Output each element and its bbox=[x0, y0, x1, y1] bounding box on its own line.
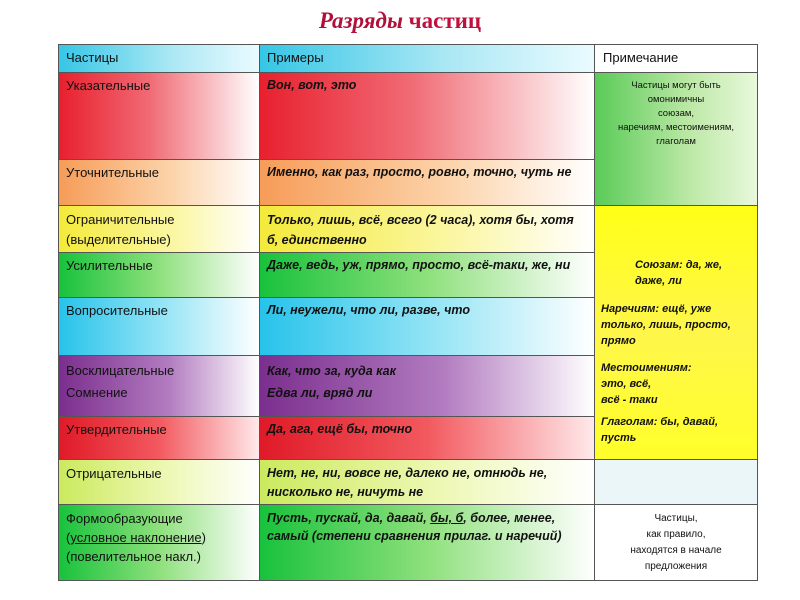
row-name-doubt-label: Сомнение bbox=[66, 385, 128, 400]
paren-open: ( bbox=[66, 530, 71, 545]
row-examples-demonstrative: Вон, вот, это bbox=[259, 72, 595, 160]
row-name-exclamatory-label: Восклицательные bbox=[66, 363, 175, 378]
note-rule-line: предложения bbox=[644, 561, 708, 572]
note-empty bbox=[594, 459, 758, 505]
page-title bbox=[0, 8, 800, 34]
imperative-mood-label: (повелительное накл.) bbox=[66, 549, 201, 564]
conditional-mood-label: условное наклонение bbox=[70, 530, 202, 545]
note-homonyms-line: Частицы могут быть bbox=[631, 80, 721, 91]
note-homonym-types bbox=[594, 205, 758, 460]
particles-table bbox=[58, 44, 758, 581]
row-examples-affirmative: Да, ага, ещё бы, точно bbox=[259, 416, 595, 460]
formative-examples-underlined: бы, б bbox=[430, 511, 464, 525]
note-pron-line: это, всё, bbox=[601, 378, 652, 390]
note-homonyms-line: наречиям, местоимениям, bbox=[617, 122, 735, 133]
row-examples-clarifying: Именно, как раз, просто, ровно, точно, чуть не bbox=[259, 159, 595, 206]
row-name-interrogative: Вопросительные bbox=[58, 297, 260, 356]
row-examples-exclamatory bbox=[259, 355, 595, 417]
row-examples-formative bbox=[259, 504, 595, 581]
note-rule-line: находятся в начале bbox=[630, 545, 722, 556]
title-part2: частиц bbox=[408, 8, 482, 33]
note-rule-line: Частицы, bbox=[654, 513, 698, 524]
row-name-demonstrative: Указательные bbox=[58, 72, 260, 160]
note-position-rule bbox=[594, 504, 758, 581]
row-examples-negative: Нет, не, ни, вовсе не, далеко не, отнюдь не, нисколько не, ничуть не bbox=[259, 459, 595, 505]
row-name-restrictive: Ограничительные (выделительные) bbox=[58, 205, 260, 253]
title-part1: Разряды bbox=[318, 8, 403, 33]
row-name-exclamatory bbox=[58, 355, 260, 417]
header-note: Примечание bbox=[594, 44, 758, 73]
note-rule-line: как правило, bbox=[646, 529, 706, 540]
note-pron-line: всё - таки bbox=[601, 394, 658, 406]
row-name-conditional bbox=[66, 528, 252, 547]
paren-close: ) bbox=[201, 530, 206, 545]
formative-examples-part: , более, менее, самый (степени сравнения прилаг. и наречий) bbox=[267, 511, 562, 543]
row-examples-intensifying: Даже, ведь, уж, прямо, просто, всё-таки, же, ни bbox=[259, 252, 595, 298]
row-name-clarifying: Уточнительные bbox=[58, 159, 260, 206]
row-examples-exclamatory-line: Как, что за, куда как bbox=[267, 364, 396, 378]
note-pron-title: Местоимениям: bbox=[601, 362, 692, 374]
row-name-affirmative: Утвердительные bbox=[58, 416, 260, 460]
note-adv: Наречиям: ещё, уже только, лишь, просто, прямо bbox=[601, 303, 731, 347]
row-examples-interrogative: Ли, неужели, что ли, разве, что bbox=[259, 297, 595, 356]
note-verbs: Глаголам: бы, давай, пусть bbox=[601, 416, 719, 444]
row-name-formative-label: Формообразующие bbox=[66, 511, 183, 526]
note-homonyms-line: союзам, bbox=[657, 108, 695, 119]
row-name-negative: Отрицательные bbox=[58, 459, 260, 505]
formative-examples-part: Пусть, пускай, да, давай, bbox=[267, 511, 431, 525]
header-particles: Частицы bbox=[58, 44, 260, 73]
note-homonyms-line: омонимичны bbox=[647, 94, 705, 105]
header-examples: Примеры bbox=[259, 44, 595, 73]
note-homonyms bbox=[594, 72, 758, 206]
row-examples-doubt-line: Едва ли, вряд ли bbox=[267, 386, 373, 400]
note-homonyms-line: глаголам bbox=[656, 136, 696, 147]
note-conj: Союзам: да, же, даже, ли bbox=[635, 259, 723, 287]
row-examples-restrictive: Только, лишь, всё, всего (2 часа), хотя бы, хотя б, единственно bbox=[259, 205, 595, 253]
row-name-formative bbox=[58, 504, 260, 581]
row-name-intensifying: Усилительные bbox=[58, 252, 260, 298]
